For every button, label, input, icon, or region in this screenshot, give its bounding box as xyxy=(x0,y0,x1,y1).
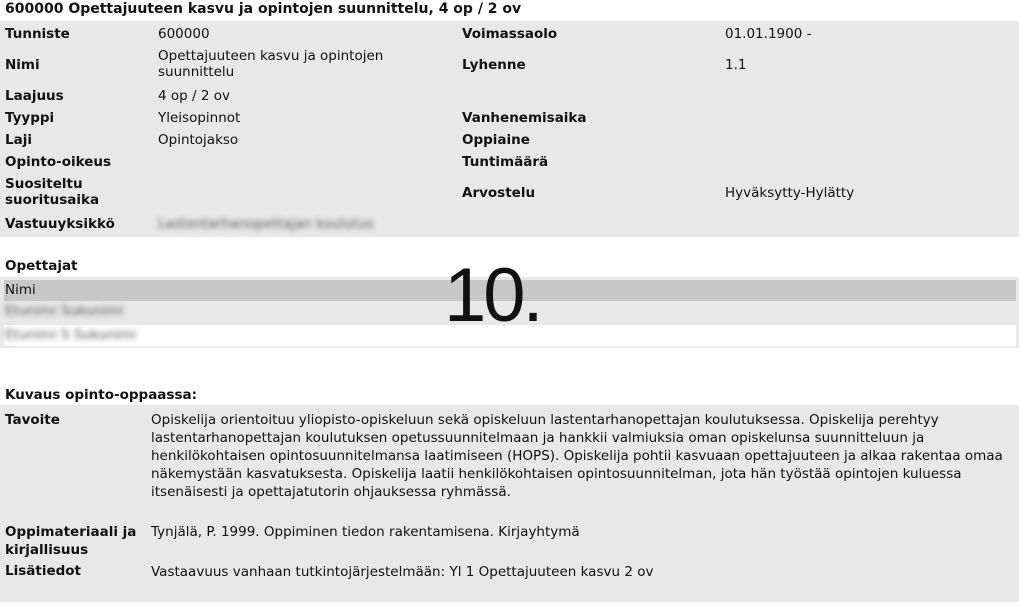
laajuus-label: Laajuus xyxy=(5,88,64,104)
vastuuyksikko-label: Vastuuyksikkö xyxy=(5,216,115,232)
teachers-section-title: Opettajat xyxy=(5,258,78,274)
laji-value: Opintojakso xyxy=(158,132,239,148)
lyhenne-label: Lyhenne xyxy=(462,57,526,73)
teacher-name: Etunimi Sukunimi xyxy=(5,303,124,319)
tyyppi-label: Tyyppi xyxy=(5,110,55,126)
arvostelu-value: Hyväksytty-Hylätty xyxy=(725,185,855,201)
oppimateriaali-label: Oppimateriaali ja kirjallisuus xyxy=(5,524,137,558)
description-panel xyxy=(0,405,1019,602)
step-number-overlay: 10. xyxy=(444,253,541,338)
opinto-oikeus-label: Opinto-oikeus xyxy=(5,154,112,170)
course-info-panel xyxy=(0,21,1019,237)
lisatiedot-text: Vastaavuus vanhaan tutkintojärjestelmään: Yl 1 Opettajuuteen kasvu 2 ov xyxy=(151,564,654,580)
voimassaolo-value: 01.01.1900 - xyxy=(725,26,812,42)
lisatiedot-label: Lisätiedot xyxy=(5,563,82,579)
tavoite-text: Opiskelija orientoituu yliopisto-opiskeluun sekä opiskeluun lastentarhanopettajan koulutuksessa. Opiskelija perehtyy lastentarhanopettajan koulutuksen opetussuunnitelmaan ja hankkii valmiuksia oman opiskelunsa suunnitteluun ja henkilökohtaisen opintosuunnitelmansa laatimiseen (HOPS). Opiskelija pohtii kasvuaan opettajuuteen ja alkaa rakentaa omaa näkemystään kasvatuksesta. Opiskelija laatii henkilökohtaisen opintosuunnitelman, jota hän työstää opintojen kuluessa itsenäisesti ja opettajatutorin ohjauksessa ryhmässä. xyxy=(151,412,1003,500)
vanhenemisaika-label: Vanhenemisaika xyxy=(462,110,587,126)
nimi-label: Nimi xyxy=(5,57,40,73)
laji-label: Laji xyxy=(5,132,32,148)
tyyppi-value: Yleisopinnot xyxy=(158,110,241,126)
lyhenne-value: 1.1 xyxy=(725,57,747,73)
voimassaolo-label: Voimassaolo xyxy=(462,26,558,42)
page-title: 600000 Opettajuuteen kasvu ja opintojen suunnittelu, 4 op / 2 ov xyxy=(5,1,522,17)
tavoite-label: Tavoite xyxy=(5,412,60,428)
tunniste-value: 600000 xyxy=(158,26,210,42)
oppimateriaali-text: Tynjälä, P. 1999. Oppiminen tiedon rakentamisena. Kirjayhtymä xyxy=(151,524,580,540)
tunniste-label: Tunniste xyxy=(5,26,70,42)
suositeltu-suoritusaika-label: Suositeltu suoritusaika xyxy=(5,176,100,208)
arvostelu-label: Arvostelu xyxy=(462,185,536,201)
description-section-title: Kuvaus opinto-oppaassa: xyxy=(5,387,197,403)
tuntimaara-label: Tuntimäärä xyxy=(462,154,549,170)
nimi-value: Opettajuuteen kasvu ja opintojen suunnittelu xyxy=(158,48,384,80)
vastuuyksikko-value: Lastentarhanopettajan koulutus xyxy=(158,216,374,232)
teacher-name: Etunimi S Sukunimi xyxy=(5,327,137,343)
oppiaine-label: Oppiaine xyxy=(462,132,530,148)
column-header-nimi: Nimi xyxy=(5,282,36,298)
laajuus-value: 4 op / 2 ov xyxy=(158,88,230,104)
